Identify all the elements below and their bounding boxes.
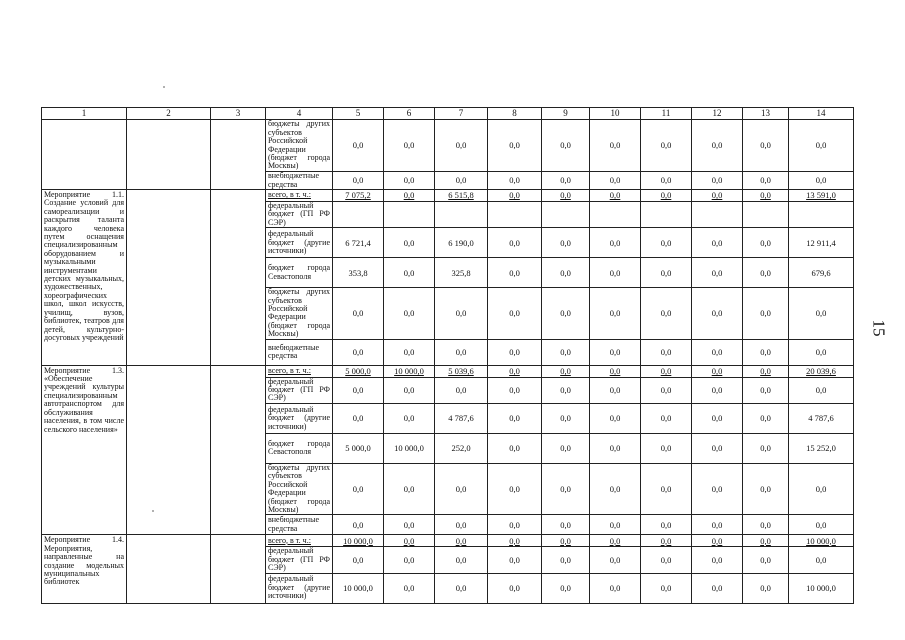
value-cell: 0,0	[542, 172, 590, 190]
value-cell: 0,0	[590, 120, 641, 172]
value-cell	[435, 202, 488, 228]
value-cell: 0,0	[692, 377, 743, 403]
value-cell: 0,0	[488, 463, 542, 514]
column-header: 7	[435, 108, 488, 120]
value-cell: 0,0	[590, 515, 641, 535]
value-cell: 12 911,4	[789, 228, 854, 258]
funding-source-cell: бюджеты других субъектов Российской Федерации (бюджет города Москвы)	[266, 120, 333, 172]
value-cell: 0,0	[692, 403, 743, 433]
value-cell: 0,0	[743, 403, 789, 433]
value-cell: 0,0	[488, 258, 542, 288]
funding-source-cell: всего, в т. ч.:	[266, 535, 333, 547]
funding-source-cell: бюджеты других субъектов Российской Федерации (бюджет города Москвы)	[266, 463, 333, 514]
value-cell: 6 721,4	[333, 228, 384, 258]
value-cell: 20 039,6	[789, 365, 854, 377]
column-header: 10	[590, 108, 641, 120]
value-cell: 5 000,0	[333, 365, 384, 377]
value-cell: 0,0	[384, 172, 435, 190]
value-cell: 0,0	[590, 339, 641, 365]
value-cell: 252,0	[435, 433, 488, 463]
value-cell: 0,0	[641, 228, 692, 258]
value-cell: 0,0	[743, 515, 789, 535]
funding-source-cell: федеральный бюджет (другие источники)	[266, 573, 333, 603]
value-cell: 0,0	[488, 339, 542, 365]
column-2-cell	[127, 365, 211, 535]
value-cell: 0,0	[692, 120, 743, 172]
value-cell	[789, 202, 854, 228]
value-cell: 0,0	[590, 547, 641, 573]
value-cell: 0,0	[333, 120, 384, 172]
value-cell: 0,0	[692, 228, 743, 258]
value-cell: 0,0	[789, 377, 854, 403]
column-3-cell	[211, 120, 266, 190]
value-cell	[641, 202, 692, 228]
value-cell	[384, 202, 435, 228]
value-cell: 0,0	[384, 515, 435, 535]
value-cell: 0,0	[435, 515, 488, 535]
value-cell: 0,0	[435, 172, 488, 190]
value-cell: 0,0	[641, 515, 692, 535]
value-cell: 0,0	[435, 535, 488, 547]
value-cell	[743, 202, 789, 228]
value-cell: 0,0	[641, 463, 692, 514]
value-cell: 0,0	[743, 365, 789, 377]
funding-source-cell: федеральный бюджет (другие источники)	[266, 403, 333, 433]
value-cell: 0,0	[789, 463, 854, 514]
column-2-cell	[127, 535, 211, 603]
value-cell: 0,0	[435, 120, 488, 172]
value-cell: 0,0	[590, 228, 641, 258]
value-cell: 0,0	[384, 535, 435, 547]
value-cell: 0,0	[384, 547, 435, 573]
value-cell: 10 000,0	[384, 365, 435, 377]
value-cell: 0,0	[542, 120, 590, 172]
value-cell: 4 787,6	[789, 403, 854, 433]
value-cell: 0,0	[590, 172, 641, 190]
value-cell: 0,0	[590, 258, 641, 288]
value-cell: 0,0	[590, 288, 641, 339]
value-cell: 0,0	[542, 403, 590, 433]
value-cell: 0,0	[590, 573, 641, 603]
value-cell: 0,0	[743, 172, 789, 190]
value-cell: 0,0	[789, 339, 854, 365]
column-header: 4	[266, 108, 333, 120]
value-cell: 0,0	[333, 515, 384, 535]
value-cell: 6 190,0	[435, 228, 488, 258]
column-2-cell	[127, 120, 211, 190]
value-cell: 0,0	[743, 120, 789, 172]
column-header: 11	[641, 108, 692, 120]
value-cell: 0,0	[692, 463, 743, 514]
measure-cell: Мероприятие 1.3. «Обеспечение учреждений культуры специализированным автотранспортом для обслуживания населения, в том числе сельского населения»	[42, 365, 127, 535]
value-cell: 0,0	[692, 288, 743, 339]
value-cell: 0,0	[692, 515, 743, 535]
value-cell: 0,0	[542, 515, 590, 535]
column-header: 13	[743, 108, 789, 120]
budget-table	[41, 107, 854, 604]
column-header: 5	[333, 108, 384, 120]
value-cell: 0,0	[743, 573, 789, 603]
column-3-cell	[211, 190, 266, 366]
value-cell: 0,0	[641, 535, 692, 547]
funding-source-cell: федеральный бюджет (ГП РФ СЭР)	[266, 202, 333, 228]
value-cell: 353,8	[333, 258, 384, 288]
value-cell: 0,0	[333, 172, 384, 190]
value-cell: 0,0	[384, 339, 435, 365]
value-cell: 0,0	[743, 190, 789, 202]
value-cell: 0,0	[743, 258, 789, 288]
value-cell: 0,0	[641, 573, 692, 603]
value-cell: 10 000,0	[384, 433, 435, 463]
value-cell: 0,0	[692, 339, 743, 365]
value-cell: 0,0	[542, 433, 590, 463]
value-cell: 325,8	[435, 258, 488, 288]
value-cell: 0,0	[384, 258, 435, 288]
column-3-cell	[211, 535, 266, 603]
value-cell: 0,0	[542, 547, 590, 573]
value-cell: 0,0	[333, 339, 384, 365]
value-cell	[333, 202, 384, 228]
column-3-cell	[211, 365, 266, 535]
value-cell: 0,0	[692, 258, 743, 288]
value-cell: 0,0	[435, 573, 488, 603]
value-cell: 0,0	[692, 535, 743, 547]
funding-source-cell: бюджет города Севастополя	[266, 258, 333, 288]
column-header: 12	[692, 108, 743, 120]
value-cell	[692, 202, 743, 228]
table-row	[42, 535, 854, 547]
value-cell: 0,0	[542, 258, 590, 288]
value-cell: 0,0	[384, 228, 435, 258]
value-cell	[590, 202, 641, 228]
value-cell: 0,0	[590, 403, 641, 433]
value-cell: 0,0	[743, 463, 789, 514]
column-header: 1	[42, 108, 127, 120]
value-cell: 0,0	[542, 377, 590, 403]
column-header: 9	[542, 108, 590, 120]
value-cell: 0,0	[488, 515, 542, 535]
scan-speck	[163, 86, 165, 88]
value-cell: 0,0	[590, 433, 641, 463]
funding-source-cell: федеральный бюджет (ГП РФ СЭР)	[266, 377, 333, 403]
value-cell: 5 000,0	[333, 433, 384, 463]
value-cell: 0,0	[384, 463, 435, 514]
value-cell: 0,0	[384, 573, 435, 603]
value-cell: 0,0	[743, 535, 789, 547]
column-header: 8	[488, 108, 542, 120]
value-cell: 0,0	[641, 288, 692, 339]
measure-cell	[42, 120, 127, 190]
value-cell: 0,0	[488, 190, 542, 202]
table-row	[42, 365, 854, 377]
value-cell: 0,0	[789, 288, 854, 339]
value-cell: 0,0	[692, 573, 743, 603]
value-cell: 0,0	[743, 433, 789, 463]
value-cell: 0,0	[743, 228, 789, 258]
value-cell: 0,0	[333, 403, 384, 433]
value-cell: 10 000,0	[789, 573, 854, 603]
value-cell: 0,0	[542, 365, 590, 377]
column-2-cell	[127, 190, 211, 366]
value-cell: 0,0	[384, 403, 435, 433]
value-cell	[542, 202, 590, 228]
value-cell: 0,0	[435, 339, 488, 365]
value-cell: 0,0	[488, 365, 542, 377]
funding-source-cell: всего, в т. ч.:	[266, 365, 333, 377]
table-row	[42, 190, 854, 202]
value-cell: 0,0	[590, 190, 641, 202]
measure-cell: Мероприятие 1.4. Мероприятия, направленные на создание модельных муниципальных библиотек	[42, 535, 127, 603]
value-cell: 0,0	[789, 172, 854, 190]
column-header: 3	[211, 108, 266, 120]
value-cell: 679,6	[789, 258, 854, 288]
value-cell: 0,0	[789, 120, 854, 172]
value-cell: 0,0	[692, 172, 743, 190]
value-cell: 4 787,6	[435, 403, 488, 433]
measure-cell: Мероприятие 1.1. Создание условий для самореализации и раскрытия таланта каждого человека путем оснащения специализированным оборудованием и музыкальными инструментами детских музыкальных, художественных, хореографических школ, школ искусств, училищ, вузов, библиотек, театров для детей, культурно-досуговых учреждений	[42, 190, 127, 366]
value-cell: 0,0	[488, 288, 542, 339]
value-cell: 0,0	[641, 365, 692, 377]
value-cell: 0,0	[692, 190, 743, 202]
table-row	[42, 120, 854, 172]
value-cell: 0,0	[488, 535, 542, 547]
value-cell: 0,0	[641, 377, 692, 403]
value-cell: 0,0	[542, 190, 590, 202]
funding-source-cell: внебюджетные средства	[266, 339, 333, 365]
funding-source-cell: федеральный бюджет (другие источники)	[266, 228, 333, 258]
value-cell: 0,0	[590, 535, 641, 547]
value-cell: 0,0	[488, 120, 542, 172]
funding-source-cell: внебюджетные средства	[266, 172, 333, 190]
value-cell: 0,0	[384, 190, 435, 202]
value-cell: 0,0	[641, 547, 692, 573]
value-cell: 0,0	[333, 288, 384, 339]
column-header: 2	[127, 108, 211, 120]
value-cell: 0,0	[488, 377, 542, 403]
value-cell: 0,0	[435, 377, 488, 403]
value-cell: 0,0	[333, 463, 384, 514]
value-cell: 0,0	[542, 573, 590, 603]
funding-source-cell: бюджеты других субъектов Российской Федерации (бюджет города Москвы)	[266, 288, 333, 339]
scan-speck	[152, 510, 154, 512]
value-cell: 15 252,0	[789, 433, 854, 463]
column-header: 6	[384, 108, 435, 120]
value-cell: 0,0	[641, 190, 692, 202]
value-cell	[488, 202, 542, 228]
funding-source-cell: внебюджетные средства	[266, 515, 333, 535]
page-number: 15	[869, 319, 889, 337]
value-cell: 0,0	[488, 172, 542, 190]
value-cell: 0,0	[488, 433, 542, 463]
value-cell: 0,0	[435, 547, 488, 573]
value-cell: 0,0	[488, 547, 542, 573]
value-cell: 0,0	[641, 403, 692, 433]
header-row	[42, 108, 854, 120]
value-cell: 0,0	[488, 403, 542, 433]
funding-source-cell: всего, в т. ч.:	[266, 190, 333, 202]
value-cell: 0,0	[692, 547, 743, 573]
value-cell: 0,0	[542, 339, 590, 365]
value-cell: 0,0	[542, 463, 590, 514]
value-cell: 0,0	[384, 120, 435, 172]
value-cell: 0,0	[789, 515, 854, 535]
value-cell: 0,0	[590, 377, 641, 403]
value-cell: 0,0	[641, 258, 692, 288]
value-cell: 10 000,0	[789, 535, 854, 547]
value-cell: 0,0	[542, 535, 590, 547]
value-cell: 7 075,2	[333, 190, 384, 202]
value-cell: 0,0	[333, 547, 384, 573]
value-cell: 13 591,0	[789, 190, 854, 202]
value-cell: 0,0	[641, 172, 692, 190]
value-cell: 0,0	[743, 377, 789, 403]
value-cell: 0,0	[488, 573, 542, 603]
value-cell: 0,0	[743, 547, 789, 573]
value-cell: 10 000,0	[333, 573, 384, 603]
value-cell: 0,0	[542, 288, 590, 339]
value-cell: 0,0	[435, 463, 488, 514]
value-cell: 0,0	[384, 377, 435, 403]
value-cell: 0,0	[641, 339, 692, 365]
value-cell: 0,0	[789, 547, 854, 573]
value-cell: 0,0	[692, 433, 743, 463]
value-cell: 0,0	[641, 433, 692, 463]
value-cell: 0,0	[384, 288, 435, 339]
value-cell: 0,0	[488, 228, 542, 258]
value-cell: 0,0	[590, 365, 641, 377]
value-cell: 0,0	[590, 463, 641, 514]
funding-source-cell: федеральный бюджет (ГП РФ СЭР)	[266, 547, 333, 573]
value-cell: 10 000,0	[333, 535, 384, 547]
budget-table-container	[41, 107, 854, 604]
funding-source-cell: бюджет города Севастополя	[266, 433, 333, 463]
value-cell: 0,0	[435, 288, 488, 339]
value-cell: 0,0	[743, 339, 789, 365]
value-cell: 0,0	[641, 120, 692, 172]
value-cell: 0,0	[333, 377, 384, 403]
value-cell: 0,0	[743, 288, 789, 339]
value-cell: 0,0	[692, 365, 743, 377]
column-header: 14	[789, 108, 854, 120]
value-cell: 6 515,8	[435, 190, 488, 202]
value-cell: 0,0	[542, 228, 590, 258]
value-cell: 5 039,6	[435, 365, 488, 377]
